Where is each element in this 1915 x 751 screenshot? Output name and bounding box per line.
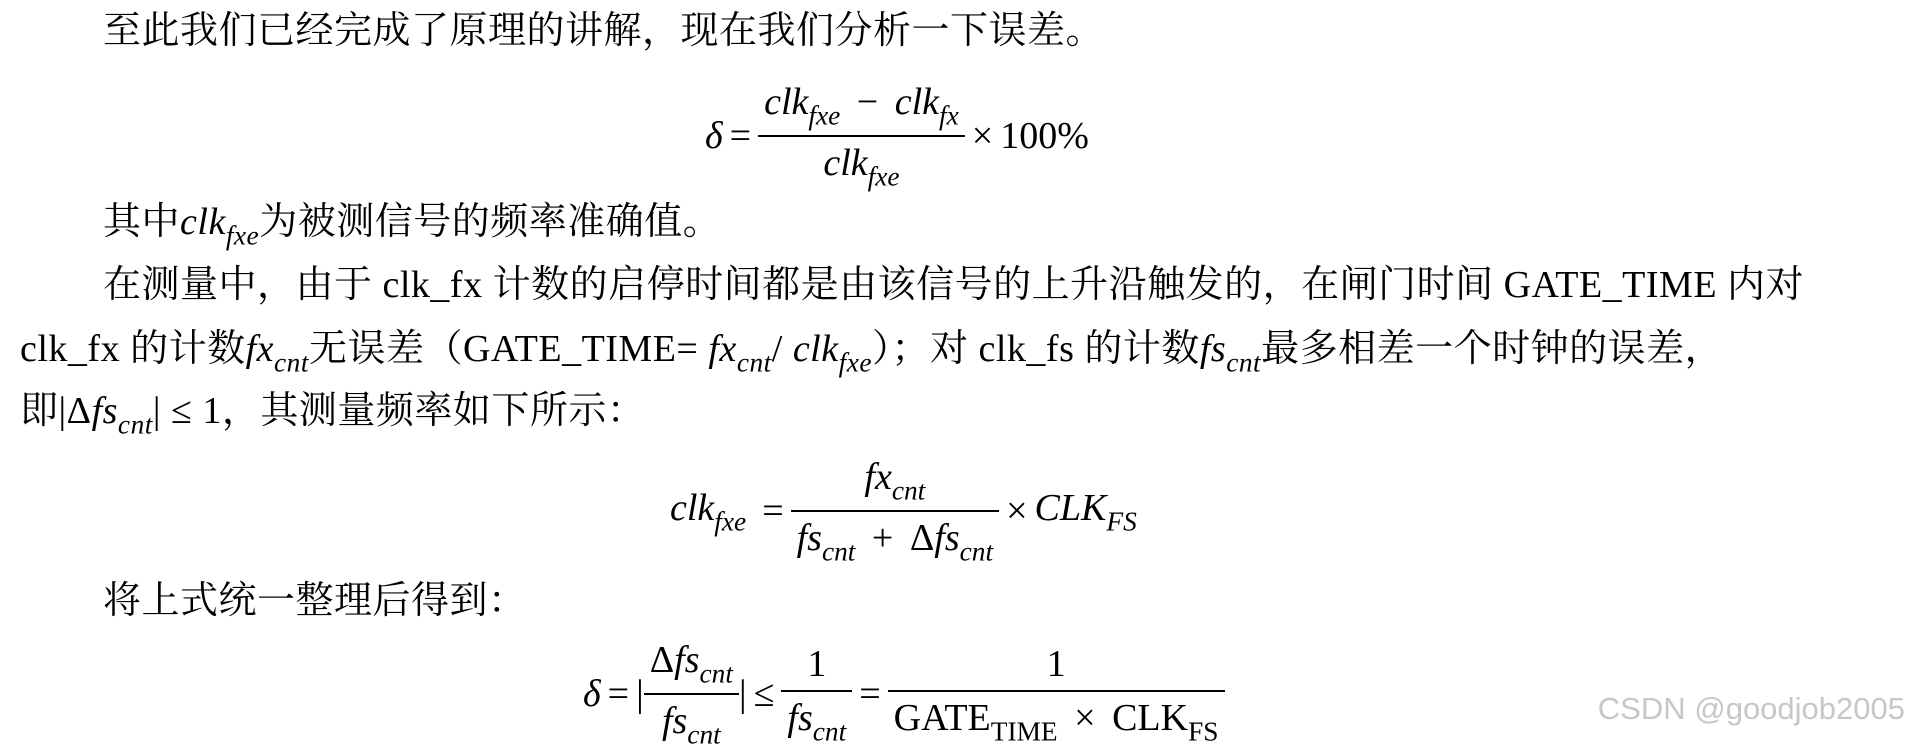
paragraph-measurement-line2: clk_fx 的计数$fx_{cnt}$无误差（GATE_TIME= $fx_{cnt}/$ clk$_{fxe}$）；对 clk_fs 的计数$fs_{cnt}$最多相差一个时钟的误差， bbox=[20, 328, 1724, 378]
gate-time-fraction: $\frac{1}{GATE_{TIME} \times CLK_{FS}}$ bbox=[888, 642, 1225, 747]
percent-value: 100% bbox=[1000, 115, 1089, 158]
abs-delta-fs-inequality: |Δfs$_{cnt}$| ≤ 1 bbox=[58, 390, 222, 440]
clk-fxe-symbol: clk$_{fxe}$ bbox=[792, 328, 872, 378]
paragraph-measurement-line3: 即|Δfs$_{cnt}$| ≤ 1，其测量频率如下所示： bbox=[20, 390, 646, 440]
final-error-formula: δ = | $\frac{\Delta fs_{cnt}}{fs_{cnt}}$ | ≤ $\frac{1}{fs_{cnt}}$ = $\frac{1}{GATE_{TIME} \times CLK_{FS}}$ bbox=[583, 638, 1225, 751]
abs-bar-left: | bbox=[636, 673, 644, 716]
delta-symbol: δ bbox=[583, 673, 601, 716]
fs-cnt-symbol: $fs_{cnt}$ bbox=[1199, 328, 1262, 378]
csdn-watermark: CSDN @goodjob2005 bbox=[1597, 691, 1905, 726]
clk-fxe-symbol: clk$_{fxe}$ bbox=[180, 201, 260, 251]
upper-bound-fraction: $\frac{1}{fs_{cnt}}$ bbox=[781, 642, 852, 747]
relative-error-fraction: $\frac{\Delta fs_{cnt}}{fs_{cnt}}$ bbox=[644, 638, 739, 751]
frequency-formula bbox=[670, 455, 1137, 568]
error-formula bbox=[705, 80, 1089, 193]
frequency-fraction bbox=[791, 455, 999, 568]
paragraph-intro bbox=[103, 12, 1104, 50]
intro-text: 至此我们已经完成了原理的讲解，现在我们分析一下误差。 bbox=[103, 10, 1105, 52]
clk-fxe-lhs: clk$_{fxe}$ bbox=[670, 486, 747, 537]
abs-bar-right: | bbox=[738, 673, 747, 716]
error-fraction-numerator: clk$_{fxe}$ − clk$_{fx}$ bbox=[758, 80, 965, 137]
error-fraction bbox=[758, 80, 965, 193]
fx-cnt-symbol: $fx_{cnt}$ bbox=[245, 328, 309, 378]
fx-cnt-symbol: $fx_{cnt}$ bbox=[708, 328, 772, 378]
times-sign: × bbox=[971, 115, 994, 158]
delta-symbol: δ bbox=[705, 115, 723, 158]
frequency-fraction-denominator: $fs_{cnt} + \Delta fs_{cnt}$ bbox=[796, 517, 994, 567]
paragraph-definition: 其中clk$_{fxe}$为被测信号的频率准确值。 bbox=[103, 201, 722, 251]
times-sign: × bbox=[1006, 490, 1028, 533]
paragraph-measurement-line1: 在测量中，由于 clk_fx 计数的启停时间都是由该信号的上升沿触发的，在闸门时间 GATE_TIME 内对 bbox=[103, 264, 1805, 306]
error-fraction-denominator: clk$_{fxe}$ bbox=[823, 142, 900, 192]
equals-sign: = bbox=[729, 115, 752, 158]
equals-sign: = bbox=[762, 490, 784, 533]
clk-fs-symbol: $CLK_{FS}$ bbox=[1034, 486, 1137, 537]
paragraph-summary: 将上式统一整理后得到： bbox=[103, 580, 527, 622]
frequency-fraction-numerator: $fx_{cnt}$ bbox=[791, 455, 999, 512]
